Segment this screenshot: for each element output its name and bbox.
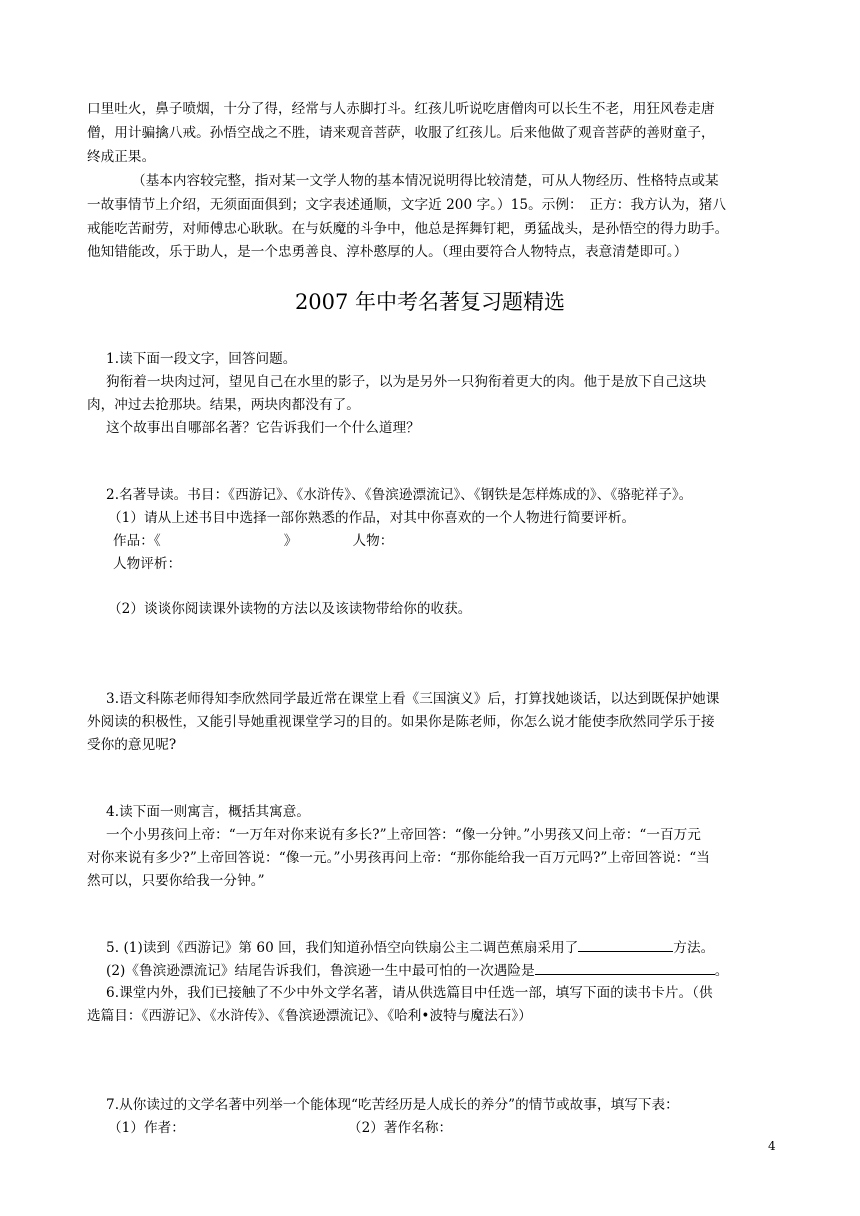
answer-text-line: 口里吐火，鼻子喷烟，十分了得，经常与人赤脚打斗。红孩儿听说吃唐僧肉可以长生不老，用狂风卷走唐 [87, 101, 715, 117]
answer-text-line: 终成正果。 [87, 149, 156, 165]
question-4-passage: 对你来说有多少?”上帝回答说：“像一元。”小男孩再问上帝：“那你能给我一百万元吗?”上帝回答说：“当 [87, 850, 710, 866]
answer-text-line: （基本内容较完整，指对某一文学人物的基本情况说明得比较清楚，可从人物经历、性格特点或某 [132, 173, 719, 189]
answer-blank[interactable] [535, 961, 715, 975]
question-2-prompt: 2.名著导读。书目：《西游记》、《水浒传》、《鲁滨逊漂流记》、《钢铁是怎样炼成的》、《骆驼祥子》。 [106, 487, 693, 503]
answer-text-line: 僧，用计骗擒八戒。孙悟空战之不胜，请来观音菩萨，收服了红孩儿。后来他做了观音菩萨的善财童子， [87, 125, 715, 141]
page-number: 4 [768, 1139, 776, 1153]
question-4-prompt: 4.读下面一则寓言，概括其寓意。 [106, 804, 311, 820]
question-4-passage: 一个小男孩问上帝：“一万年对你来说有多长?”上帝回答：“像一分钟。”小男孩又问上帝：“一百万元 [106, 827, 701, 843]
question-1-ask: 这个故事出自哪部名著？它告诉我们一个什么道理？ [106, 420, 420, 436]
answer-blank[interactable] [578, 938, 673, 952]
work-close-bracket: 》 [283, 533, 298, 549]
question-2-sub1: （1）请从上述书目中选择一部你熟悉的作品，对其中你喜欢的一个人物进行简要评析。 [108, 510, 636, 526]
question-1-passage: 狗衔着一块肉过河，望见自己在水里的影子，以为是另外一只狗衔着更大的肉。他于是放下自己这块 [106, 374, 707, 390]
question-3-prompt: 3.语文科陈老师得知李欣然同学最近常在课堂上看《三国演义》后，打算找她谈话，以达到既保护她课 [106, 691, 720, 707]
question-3-prompt: 外阅读的积极性，又能引导她重视课堂学习的目的。如果你是陈老师，你怎么说才能使李欣然同学乐于接 [87, 714, 715, 730]
question-3-prompt: 受你的意见呢? [87, 737, 177, 753]
question-2-fill-line [113, 532, 393, 550]
work-name-label: （2）著作名称： [347, 1120, 453, 1136]
question-6-prompt: 6.课堂内外，我们已接触了不少中外文学名著，请从供选篇目中任选一部，填写下面的读书卡片。（供 [106, 985, 713, 1001]
question-6-prompt: 选篇目：《西游记》、《水浒传》、《鲁滨逊漂流记》、《哈利•波特与魔法石》） [87, 1008, 532, 1024]
person-label: 人物： [352, 533, 394, 549]
author-label: （1）作者： [108, 1120, 185, 1136]
page-title: 2007 年中考名著复习题精选 [294, 290, 566, 314]
answer-text-line: 戒能吃苦耐劳，对师傅忠心耿耿。在与妖魔的斗争中，他总是挥舞钉耙，勇猛战头，是孙悟空的得力助手。 [87, 221, 729, 237]
answer-text-line: 他知错能改，乐于助人，是一个忠勇善良、淳朴憨厚的人。（理由要符合人物特点，表意清楚即可。） [87, 244, 688, 260]
question-4-passage: 然可以，只要你给我一分钟。” [87, 873, 265, 889]
question-1-passage: 肉，冲过去抢那块。结果，两块肉都没有了。 [87, 397, 360, 413]
question-7-prompt: 7.从你读过的文学名著中列举一个能体现“吃苦经历是人成长的养分”的情节或故事，填写下表： [106, 1097, 679, 1113]
question-1-prompt: 1.读下面一段文字，回答问题。 [106, 351, 297, 367]
question-5-part1: 5. (1)读到《西游记》第 60 回，我们知道孙悟空向铁扇公主二调芭蕉扇采用了 方法。 [106, 940, 715, 956]
question-7-fill-line [108, 1119, 452, 1137]
work-label: 作品：《 [113, 533, 161, 549]
answer-text-line: 一故事情节上介绍，无须面面俱到；文字表述通顺，文字近 200 字。）15。示例： 正方：我方认为，猪八 [87, 197, 726, 213]
person-review-label: 人物评析： [113, 556, 182, 572]
question-5-part2: (2)《鲁滨逊漂流记》结尾告诉我们，鲁滨逊一生中最可怕的一次遇险是 。 [106, 963, 729, 979]
question-2-sub2: （2）谈谈你阅读课外读物的方法以及该读物带给你的收获。 [108, 601, 472, 617]
